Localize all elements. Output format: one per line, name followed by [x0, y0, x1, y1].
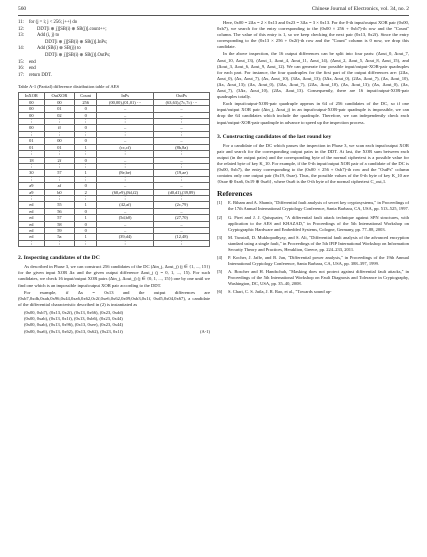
table-cell: ⋮	[154, 176, 210, 182]
table-cell: ⋮	[75, 151, 97, 157]
line-number: 12:	[18, 26, 24, 32]
table-cell: a9	[19, 183, 45, 189]
line-number: 13:	[18, 33, 24, 39]
table-cell: (12,48)	[154, 234, 210, 240]
table-cell: (8e,be)	[97, 170, 154, 176]
section-heading-inspecting: 2. Inspecting candidates of the DC	[18, 255, 100, 262]
table-cell: –	[97, 138, 154, 144]
line-text: Add (SB(i) ⊕ SB(j)) to	[37, 46, 81, 52]
table-cell: ⋮	[154, 131, 210, 137]
table-cell: 1	[75, 234, 97, 240]
table-cell: ⋮	[44, 151, 74, 157]
table-cell: ⋮	[44, 163, 74, 169]
table-cell: 59	[44, 227, 74, 233]
reference-item	[217, 255, 409, 267]
table-cell: ⋮	[75, 176, 97, 182]
table-cell: –	[97, 208, 154, 214]
table-cell: 00	[44, 99, 74, 105]
reference-number: [1]	[217, 200, 223, 206]
column-header: OutPs	[154, 93, 210, 99]
table-cell: 00	[44, 138, 74, 144]
table-cell: 01	[44, 106, 74, 112]
table-cell: 1	[75, 144, 97, 150]
paragraph: As described in Phase 3, we can construct 256 candidates of the DC (Δin_j, Δout_j) (j ∈ {1, ..., 15}) for the given input XOR Δx and the given output difference Δout_j (j = 0, 1, ..., 15). For such candidates, we check 16 input/output XOR pairs (Δin_j, Δout_j) (j ∈ {0, 1, ..., 15}) one by one until we find one which is an impossible input/output XOR pair according to the DDT.	[18, 264, 210, 288]
table-cell: ⋮	[154, 151, 210, 157]
reference-text: M. Tunstall, D. Mukhopadhyay, and S. Ali, "Differential fault analysis of the advanced encryption standard using a single fault," in Proceedings of the 5th IFIP International Workshop on Information Security Theory and Practices, Heraklion, Greece, pp. 224–233, 2011.	[228, 234, 409, 252]
table-cell: ⋮	[44, 176, 74, 182]
table-cell: af	[44, 183, 74, 189]
table-body	[19, 99, 210, 246]
line-number: 15:	[18, 59, 24, 65]
table-cell: ⋮	[44, 195, 74, 201]
table-cell: 01	[44, 144, 74, 150]
reference-number: [3]	[217, 234, 223, 240]
table-cell: ed	[19, 234, 45, 240]
table-cell: 2f	[44, 157, 74, 163]
table-cell: 58	[44, 221, 74, 227]
algorithm-line	[18, 66, 210, 73]
table-cell: –	[154, 138, 210, 144]
equation-number: (A-1)	[200, 328, 210, 334]
line-number: 16:	[18, 66, 24, 72]
header-rule	[18, 15, 409, 16]
table-cell: (60,e9),(8d,f2)	[97, 189, 154, 195]
reference-text: P. Kocher, J. Jaffe, and B. Jun, "Differential power analysis," in Proceedings of the 19th Annual International Cryptology Conference, Santa Barbara, CA, USA, pp. 388–397, 1999.	[228, 255, 409, 266]
reference-item	[217, 269, 409, 287]
table-cell: –	[97, 221, 154, 227]
column-header: InXOR	[19, 93, 45, 99]
reference-item	[217, 200, 409, 212]
table-cell: 5a	[44, 234, 74, 240]
line-text: for (j = i; j < 256; j++) do	[29, 20, 78, 25]
table-cell: 0	[75, 157, 97, 163]
reference-number: [6]	[217, 289, 223, 295]
table-cell: 1	[75, 215, 97, 221]
table-cell: 55	[44, 202, 74, 208]
table-cell: ⋮	[19, 151, 45, 157]
table-cell: –	[154, 125, 210, 131]
table-cell: (2c,79)	[154, 202, 210, 208]
table-cell: ⋮	[154, 163, 210, 169]
table-cell: ⋮	[75, 119, 97, 125]
reference-number: [2]	[217, 214, 223, 220]
algorithm-listing	[18, 20, 210, 79]
table-cell: –	[97, 183, 154, 189]
column-header: Count	[75, 93, 97, 99]
table-cell: ⋮	[97, 176, 154, 182]
table-cell: ⋮	[75, 195, 97, 201]
table-cell: 0	[75, 221, 97, 227]
table-cell: (00,00),(01,01) ⋯	[97, 99, 154, 105]
table-cell: ⋮	[19, 176, 45, 182]
table-cell: ⋮	[44, 131, 74, 137]
table-cell: (cc,cf)	[97, 144, 154, 150]
table-cell: 0	[75, 227, 97, 233]
reference-text: G. Piret and J. J. Quisquater, "A differential fault attack technique against SPN structures, with application to the AES and KHAZAD," in Proceedings of the 5th International Workshop on Cryptographic Hardware and Embedded Systems, Cologne, Germany, pp. 77–88, 2003.	[228, 214, 409, 232]
table-cell: (d0,d1),(39,89)	[154, 189, 210, 195]
journal-title: Chinese Journal of Electronics, vol. 34, no. 2	[311, 6, 409, 12]
table-cell: –	[154, 112, 210, 118]
table-cell: 1	[75, 202, 97, 208]
difference-distribution-table	[18, 92, 210, 247]
table-cell: ⋮	[154, 119, 210, 125]
table-cell: a9	[19, 189, 45, 195]
equation-a1	[24, 310, 210, 335]
table-cell: ⋮	[75, 163, 97, 169]
table-cell: –	[154, 221, 210, 227]
line-text: DDT[i ⊕ j][SB(i) ⊕ SB(j)].OutPs;	[45, 52, 111, 58]
line-text: end	[29, 59, 36, 65]
table-cell: 2	[75, 189, 97, 195]
table-cell: (63,63),(7c,7c) ⋯	[154, 99, 210, 105]
paragraph: Here, 0x00 = 2Δx = 2 × 0x13 and 0x23 = 3Δx = 3 × 0x13. For the 0-th input/output XOR pair (0x00, 0xb7), we search for the entry corresponding to the (0x00 × 256 + 0xb7)-th row and the "Count" column. The value of this entry is 1, so we keep checking the next pair (0x13, 0x2f). Since the entry corresponding to the (0x13 × 256 + 0x2f)-th row and the "Count" column is 0 now, we drop this candidate.	[217, 20, 409, 50]
table-cell: –	[154, 208, 210, 214]
section-heading-constructing: 3. Constructing candidates of the last round key	[217, 133, 332, 140]
algorithm-line	[18, 20, 210, 27]
table-cell: (5d,b0)	[97, 215, 154, 221]
table-cell: ed	[19, 208, 45, 214]
table-cell: ⋮	[19, 119, 45, 125]
table-cell: –	[154, 183, 210, 189]
equation-body: (0x00, 0xb7), (0x13, 0x2f), (0x13, 0x66), (0x23, 0xdd) (0x00, 0xab), (0x13, 0x1f), (0x13, 0xb6), (0x23, 0x44) (0x00, 0xab), (0x13, 0x96), (0x13, 0xee), (0x23, 0x44) (0x00, 0xa6), (0x13, 0x62), (0x13, 0x62), (0x23, 0x1f)	[24, 309, 123, 334]
paragraph: Each input/output-XOR-pair quadruple appears in 64 of 256 candidates of the DC, so if one input/output XOR pair (Δin_j, Δout_j) in an input/output-XOR-pair quadruple is impossible, we can drop the 64 candidates which include the quadruple. Therefore, we can independently check each input/output-XOR-pair quadruple in advance to speed up the inspection process.	[217, 101, 409, 125]
reference-item	[217, 215, 409, 233]
table-cell: 57	[44, 170, 74, 176]
reference-text: E. Biham and A. Shamir, "Differential fault analysis of secret key cryptosystems," in Proceedings of the 17th Annual International Cryptology Conference, Santa Barbara, CA, USA, pp. 513–525, 1997.	[228, 200, 409, 212]
table-cell: ⋮	[97, 119, 154, 125]
table-cell: ed	[19, 227, 45, 233]
table-cell: ed	[19, 215, 45, 221]
table-cell: ⋮	[97, 240, 154, 246]
table-cell: ⋮	[44, 240, 74, 246]
table-cell: –	[97, 227, 154, 233]
table-cell: ⋮	[97, 131, 154, 137]
table-cell: 00	[19, 99, 45, 105]
reference-text: S. Chari, C. S. Jutla, J. R. Rao, et al., "Towards sound ap-	[228, 289, 332, 295]
table-cell: 0	[75, 183, 97, 189]
line-number: 17:	[18, 72, 24, 78]
algorithm-line	[18, 60, 210, 67]
table-cell: 01	[19, 138, 45, 144]
table-cell: 0	[75, 112, 97, 118]
table-cell: –	[97, 125, 154, 131]
algorithm-line	[18, 33, 210, 40]
references-heading: References	[217, 189, 253, 199]
reference-item	[217, 289, 409, 295]
table-cell: 0	[75, 125, 97, 131]
reference-text: A. Boscher and H. Handschuh, "Masking does not protect against differential fault attacks," in Proceedings of the 5th International Workshop on Fault Diagnosis and Tolerance in Cryptography, Washington, DC, USA, pp. 35–40, 2008.	[228, 269, 409, 287]
line-text: end	[29, 66, 36, 72]
algorithm-line	[18, 46, 210, 53]
table-cell: (8b,8a)	[154, 144, 210, 150]
table-cell: ⋮	[97, 195, 154, 201]
table-cell: 0	[75, 138, 97, 144]
page-number: 560	[18, 6, 27, 12]
reference-number: [5]	[217, 269, 223, 275]
line-number	[18, 40, 29, 47]
table-cell: ⋮	[97, 151, 154, 157]
table-cell: –	[97, 157, 154, 163]
table-cell: 02	[44, 112, 74, 118]
reference-list	[217, 200, 409, 295]
table-cell: –	[97, 112, 154, 118]
table-cell: ff	[44, 125, 74, 131]
table-cell: –	[154, 106, 210, 112]
table-row	[19, 240, 210, 246]
running-header	[18, 6, 409, 15]
table-cell: 00	[19, 125, 45, 131]
table-cell: 0	[75, 106, 97, 112]
table-cell: ⋮	[19, 131, 45, 137]
table-cell: ⋮	[154, 195, 210, 201]
reference-number: [4]	[217, 255, 223, 260]
table-cell: ⋮	[75, 240, 97, 246]
table-cell: (19,ae)	[154, 170, 210, 176]
left-column	[18, 20, 210, 337]
table-cell: 00	[19, 112, 45, 118]
table-cell: 01	[19, 144, 45, 150]
table-cell: 56	[44, 208, 74, 214]
table-cell: b0	[44, 189, 74, 195]
table-cell: 57	[44, 215, 74, 221]
line-text: Add (i, j) to	[37, 33, 60, 39]
table-cell: ed	[19, 202, 45, 208]
table-cell: –	[154, 157, 210, 163]
column-header: OutXOR	[44, 93, 74, 99]
table-cell: ⋮	[75, 131, 97, 137]
paragraph: For example, if Δx = 0x13 and the output differences are (0xb7,0xdb,0xab,0x96,0x44,0xa6,0x62,0c2f,0xe6,0x62,0x09,0xb3,0x1f, 0xd5,0x04,0x67), a candidate of the differential characteristic described in (2) is instantiated as	[18, 289, 210, 307]
table-cell: 30	[19, 170, 45, 176]
reference-item	[217, 235, 409, 253]
table-cell: 00	[19, 106, 45, 112]
table-cell: ⋮	[97, 163, 154, 169]
line-text: DDT[i ⊕ j][SB(i) ⊕ SB(j)].count++;	[37, 26, 107, 32]
table-cell: 1	[75, 170, 97, 176]
table-cell: 0	[75, 208, 97, 214]
right-column	[217, 20, 409, 298]
table-cell: –	[97, 106, 154, 112]
algorithm-line	[18, 27, 210, 34]
line-number	[18, 53, 29, 60]
table-cell: ⋮	[19, 195, 45, 201]
line-number: 14:	[18, 46, 24, 52]
table-cell: (39,d4)	[97, 234, 154, 240]
line-text: DDT[i ⊕ j][SB(i) ⊕ SB(j)].InPs;	[45, 39, 108, 45]
column-header: InPs	[97, 93, 154, 99]
table-cell: ed	[19, 221, 45, 227]
table-caption: Table A-1 (Partial) difference distribution table of AES	[18, 84, 120, 90]
algorithm-line	[18, 53, 210, 60]
table-cell: (27,70)	[154, 215, 210, 221]
table-cell: –	[154, 227, 210, 233]
table-cell: (42,af)	[97, 202, 154, 208]
table-cell: ⋮	[154, 240, 210, 246]
table-cell: ⋮	[19, 163, 45, 169]
table-cell: 256	[75, 99, 97, 105]
paragraph: In the above inspection, the 16 output differences can be split into four parts: (Δout_0, Δout_7, Δout_10, Δout_13), (Δout_1, Δout_4, Δout_11, Δout_14), (Δout_2, Δout_5, Δout_8, Δout_15), and (Δout_3, Δout_6, Δout_9, Δout_12). We can generate four possible input/output-XOR-pair quadruples for each part. For instance, the four quadruples for the first part of the output differences are: (2Δx, Δout_0), (Δx, Δout_7), (Δx, Δout_10), (3Δx, Δout_13); (3Δx, Δout_0), (2Δx, Δout_7), (Δx, Δout_10), (Δx, Δout_13); (Δx, Δout_0), (3Δx, Δout_7), (2Δx, Δout_10), (Δx, Δout_13); (Δx, Δout_0), (Δx, Δout_7), (3Δx, Δout_10), (2Δx, Δout_13). Consequently, there are 16 input/output-XOR-pair quadruples totally.	[217, 51, 409, 100]
paragraph: For a candidate of the DC which passes the inspection in Phase 3, we scan each input/output XOR pair and search for the corresponding output pairs in the DDT. At last, the XOR sum between each output (in the output pairs) and the corresponding byte of the normal ciphertext is a possible value for the related byte of key K_10. For example, if the 0-th input/output XOR pair of a candidate of the DC is (0x00, 0xb7), the entry corresponding to the (0x00 × 256 + 0xb7)-th row and the "OutPs" column contains only one output pair (0x19, 0xae). Thus, the possible values of the 0-th byte of key K_10 are {0xae ⊕ 0xa6, 0x19 ⊕ 0xa6}, where 0xa6 is the 0-th byte of the normal ciphertext C_out,1.	[217, 142, 409, 185]
line-text: return DDT.	[29, 72, 52, 78]
line-number: 11:	[18, 20, 24, 25]
algorithm-line	[18, 73, 210, 80]
table-cell: 18	[19, 157, 45, 163]
table-cell: ⋮	[44, 119, 74, 125]
table-cell: ⋮	[19, 240, 45, 246]
